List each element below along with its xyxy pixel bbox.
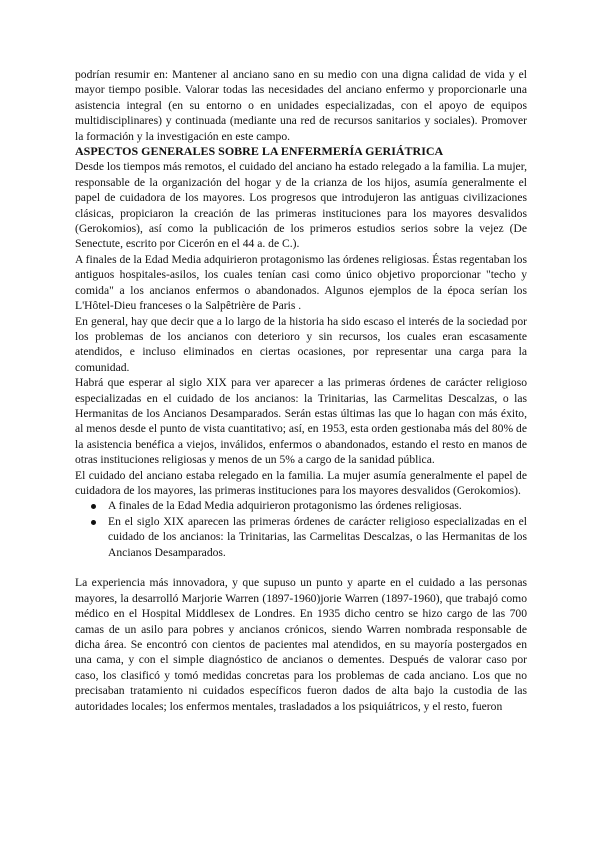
paragraph-nineteenth-century: Habrá que esperar al siglo XIX para ver aparecer a las primeras órdenes de carácter religioso especializadas en el cuidado de los ancianos: la Trinitarias, las Carmelitas Descalzas, o las Hermanitas de los Ancianos Desamparados. Serán estas últimas las que lo hagan con más éxito, al menos desde el punto de vista cuantitativo; así, en 1953, esta orden gestionaba más del 80% de la asistencia benéfica a viejos, inválidos, enfermos o abandonados, estando el resto en manos de otras instituciones religiosas y menos de un 5% a cargo de la sanidad pública.: [75, 376, 527, 467]
bullet-text: A finales de la Edad Media adquirieron protagonismo las órdenes religiosas.: [108, 499, 462, 513]
paragraph-summary: El cuidado del anciano estaba relegado en la familia. La mujer asumía generalmente el papel de cuidadora de los mayores, las primeras instituciones para los mayores desvalidos (Gerokomios).: [75, 468, 527, 497]
document-body: [75, 67, 527, 714]
blank-line: [75, 560, 527, 575]
paragraph-intro: podrían resumir en: Mantener al anciano sano en su medio con una digna calidad de vida y el mayor tiempo posible. Valorar todas las necesidades del anciano enfermo y proporcionarle una asistencia integral (en su entorno o en unidades especializadas, con el apoyo de equipos multidisciplinares) y continuada (mediante una red de recursos sanitarios y sociales). Promover la formación y la investigación en este campo.: [75, 68, 527, 143]
bullet-icon: [91, 504, 96, 509]
paragraph-middle-ages: A finales de la Edad Media adquirieron protagonismo las órdenes religiosas. Éstas regentaban los antiguos hospitales-asilos, los cuales tenían casi como único objetivo proporcionar "techo y comida" a los ancianos enfermos o abandonados. Algunos ejemplos de la época serían los L'Hôtel-Dieu franceses o la Salpêtrière de Paris .: [75, 252, 527, 313]
bullet-text: En el siglo XIX aparecen las primeras órdenes de carácter religioso especializadas en el cuidado de los ancianos: la Trinitarias, las Carmelitas Descalzas, o las Hermanitas de los Ancianos Desamparados.: [108, 514, 527, 559]
bullet-icon: [91, 520, 96, 525]
bullet-item: [75, 498, 527, 513]
bullet-item: [75, 514, 527, 560]
paragraph-marjorie-warren: La experiencia más innovadora, y que supuso un punto y aparte en el cuidado a las personas mayores, la desarrolló Marjorie Warren (1897-1960)jorie Warren (1897-1960), que trabajó como médico en el Hospital Middlesex de Londres. En 1935 dicho centro se hizo cargo de las 700 camas de un asilo para pobres y ancianos crónicos, siendo Warren nombrada responsable de dicha área. Se encontró con cientos de pacientes mal atendidos, en su mayoría postergados en una cama, y con el simple diagnóstico de ancianos o dementes. Después de valorar caso por caso, los clasificó y tomó medidas concretas para los problemas de cada anciano. Los que no precisaban tratamiento ni cuidados específicos fueron dados de alta bajo la custodia de las autoridades locales; los enfermos mentales, trasladados a los psiquiátricos, y el resto, fueron: [75, 576, 527, 713]
section-heading: ASPECTOS GENERALES SOBRE LA ENFERMERÍA GERIÁTRICA: [75, 144, 444, 159]
paragraph-society-interest: En general, hay que decir que a lo largo de la historia ha sido escaso el interés de la sociedad por los problemas de los ancianos con deterioro y sin recursos, los cuales eran escasamente atendidos, e incluso eliminados en ciertas ocasiones, por representar una carga para la comunidad.: [75, 314, 527, 374]
summary-bullet-list: [75, 498, 527, 560]
paragraph-family-care: Desde los tiempos más remotos, el cuidado del anciano ha estado relegado a la familia. La mujer, responsable de la organización del hogar y de la crianza de los hijos, asumía generalmente el papel de cuidadora de los mayores. Los progresos que introdujeron las antiguas civilizaciones clásicas, propiciaron la creación de las primeras instituciones para los mayores desvalidos (Gerokomios), así como la publicación de los primeros estudios serios sobre la vejez (De Senectute, escrito por Cicerón en el 44 a. de C.).: [75, 160, 527, 251]
